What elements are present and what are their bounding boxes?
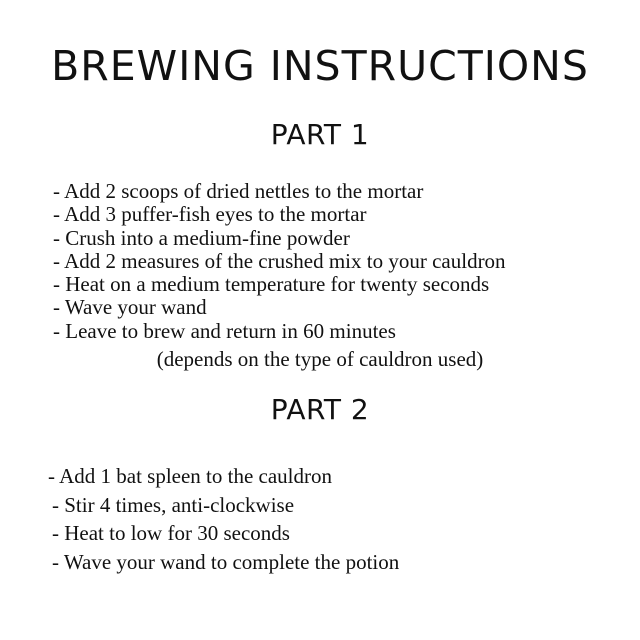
part-2-heading: PART 2	[270, 393, 370, 426]
list-item: - Crush into a medium-fine powder	[53, 225, 350, 250]
cauldron-note: (depends on the type of cauldron used)	[156, 347, 484, 371]
list-item: - Add 1 bat spleen to the cauldron	[48, 464, 333, 488]
list-item: - Wave your wand to complete the potion	[52, 549, 400, 574]
part-1-steps	[53, 180, 506, 343]
list-item: - Add 3 puffer-fish eyes to the mortar	[53, 202, 367, 227]
list-item: - Heat on a medium temperature for twenty seconds	[53, 272, 490, 297]
list-item: - Add 2 measures of the crushed mix to your cauldron	[53, 248, 506, 273]
list-item: - Wave your wand	[53, 295, 207, 320]
list-item: - Leave to brew and return in 60 minutes	[53, 318, 396, 343]
list-item: - Add 2 scoops of dried nettles to the mortar	[53, 179, 424, 203]
page-title: BREWING INSTRUCTIONS	[51, 42, 589, 90]
part-2-steps	[48, 462, 399, 576]
part-1-heading: PART 1	[270, 118, 370, 151]
list-item: - Stir 4 times, anti-clockwise	[52, 492, 295, 517]
list-item: - Heat to low for 30 seconds	[52, 521, 290, 545]
